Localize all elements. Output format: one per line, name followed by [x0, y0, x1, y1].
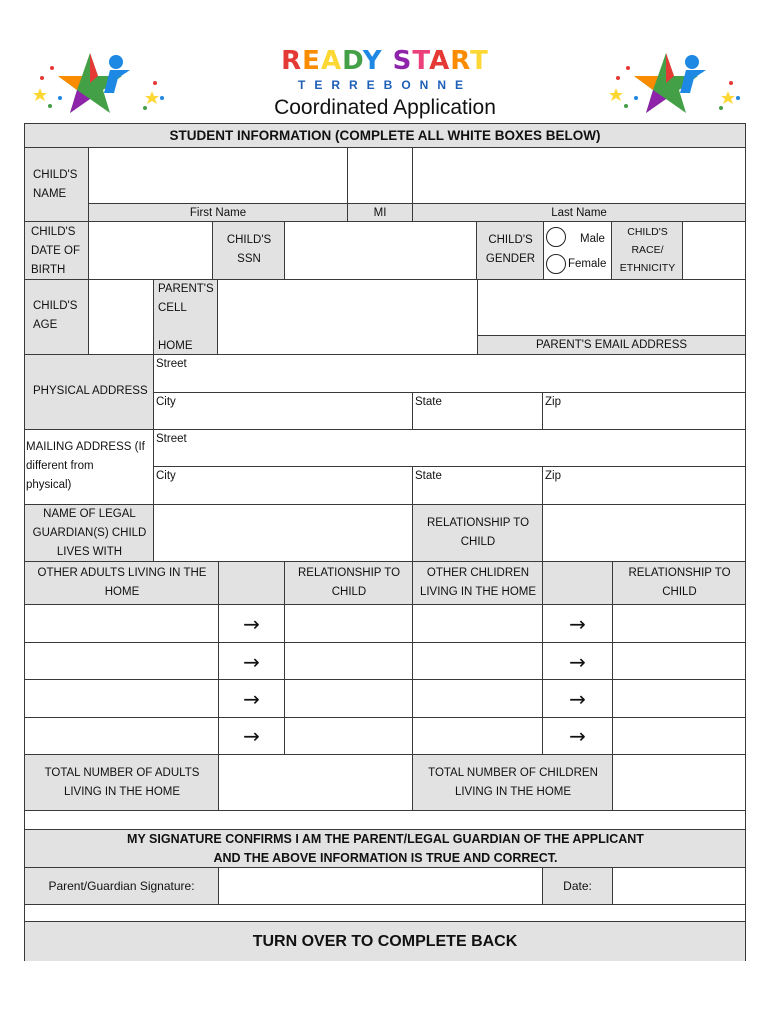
dob-input[interactable] — [88, 221, 213, 280]
signature-confirmation: MY SIGNATURE CONFIRMS I AM THE PARENT/LEGAL GUARDIAN OF THE APPLICANT AND THE ABOVE INFORMATION IS TRUE AND CORRECT. — [24, 829, 746, 868]
right-arrow-icon: → — [569, 649, 586, 674]
signature-input[interactable] — [218, 867, 543, 905]
total-adults-label: TOTAL NUMBER OF ADULTS LIVING IN THE HOME — [24, 754, 219, 811]
female-radio[interactable] — [546, 254, 566, 274]
children-relationship-header: RELATIONSHIP TO CHILD — [612, 561, 746, 605]
last-name-caption: Last Name — [412, 203, 746, 222]
mailing-state-input[interactable]: State — [412, 466, 543, 505]
right-arrow-icon: → — [243, 686, 260, 711]
parent-phone-input[interactable] — [217, 279, 478, 355]
female-label: Female — [568, 258, 607, 270]
ssn-input[interactable] — [284, 221, 477, 280]
child-relationship-input[interactable] — [612, 679, 746, 718]
email-input[interactable] — [477, 279, 746, 336]
first-name-input[interactable] — [88, 147, 348, 204]
right-arrow-icon: → — [243, 649, 260, 674]
logo-ready-start-text: READY START — [281, 46, 489, 76]
logo-title — [280, 46, 490, 76]
signature-label: Parent/Guardian Signature: — [24, 867, 219, 905]
total-adults-input[interactable] — [218, 754, 413, 811]
spacer-row-2 — [24, 904, 746, 922]
mailing-address-label: MAILING ADDRESS (If different from physical) — [24, 429, 154, 505]
date-label: Date: — [542, 867, 613, 905]
child-relationship-input[interactable] — [612, 642, 746, 681]
other-children-header: OTHER CHLIDREN LIVING IN THE HOME — [412, 561, 543, 605]
guardian-relationship-input[interactable] — [542, 504, 746, 562]
other-child-name-input[interactable] — [412, 717, 543, 755]
adult-relationship-input[interactable] — [284, 604, 413, 643]
right-arrow-icon: → — [243, 724, 260, 748]
legal-guardian-label: NAME OF LEGAL GUARDIAN(S) CHILD LIVES WITH — [24, 504, 154, 562]
other-adult-name-input[interactable] — [24, 604, 219, 643]
last-name-input[interactable] — [412, 147, 746, 204]
children-arrow-header — [542, 561, 613, 605]
mailing-street-input[interactable]: Street — [153, 429, 746, 467]
other-adult-name-input[interactable] — [24, 642, 219, 681]
right-arrow-icon: → — [243, 611, 260, 636]
other-adult-name-input[interactable] — [24, 679, 219, 718]
right-arrow-icon: → — [569, 686, 586, 711]
physical-street-input[interactable]: Street — [153, 354, 746, 393]
right-arrow-icon: → — [569, 724, 586, 748]
other-child-name-input[interactable] — [412, 679, 543, 718]
turn-over-note: TURN OVER TO COMPLETE BACK — [24, 921, 746, 961]
total-children-label: TOTAL NUMBER OF CHILDREN LIVING IN THE HOME — [412, 754, 613, 811]
race-label: CHILD'S RACE/ ETHNICITY — [611, 221, 683, 280]
total-children-input[interactable] — [612, 754, 746, 811]
adults-arrow-header — [218, 561, 285, 605]
adult-arrow — [218, 604, 285, 643]
guardian-relationship-label: RELATIONSHIP TO CHILD — [412, 504, 543, 562]
gender-options — [543, 221, 612, 280]
other-child-name-input[interactable] — [412, 642, 543, 681]
age-label: CHILD'S AGE — [24, 279, 89, 355]
ssn-label: CHILD'S SSN — [212, 221, 285, 280]
section-title: STUDENT INFORMATION (COMPLETE ALL WHITE BOXES BELOW) — [24, 123, 746, 148]
mailing-zip-input[interactable]: Zip — [542, 466, 746, 505]
child-arrow — [542, 642, 613, 681]
spacer-row — [24, 810, 746, 830]
child-relationship-input[interactable] — [612, 604, 746, 643]
adult-relationship-input[interactable] — [284, 642, 413, 681]
age-input[interactable] — [88, 279, 154, 355]
email-caption: PARENT'S EMAIL ADDRESS — [477, 335, 746, 355]
male-radio[interactable] — [546, 227, 566, 247]
dob-label: CHILD'S DATE OF BIRTH — [24, 221, 89, 280]
other-adult-name-input[interactable] — [24, 717, 219, 755]
child-arrow — [542, 604, 613, 643]
first-name-caption: First Name — [88, 203, 348, 222]
adult-relationship-input[interactable] — [284, 679, 413, 718]
left-logo-star-figure — [30, 48, 170, 118]
physical-address-label: PHYSICAL ADDRESS — [24, 354, 154, 430]
mailing-city-input[interactable]: City — [153, 466, 413, 505]
physical-state-input[interactable]: State — [412, 392, 543, 430]
legal-guardian-input[interactable] — [153, 504, 413, 562]
adult-arrow — [218, 642, 285, 681]
adults-relationship-header: RELATIONSHIP TO CHILD — [284, 561, 413, 605]
race-input[interactable] — [682, 221, 746, 280]
child-arrow — [542, 717, 613, 755]
logo-subtitle: TERREBONNE — [297, 78, 472, 92]
form-title: Coordinated Application — [274, 96, 496, 119]
physical-zip-input[interactable]: Zip — [542, 392, 746, 430]
adult-relationship-input[interactable] — [284, 717, 413, 755]
physical-city-input[interactable]: City — [153, 392, 413, 430]
adult-arrow — [218, 679, 285, 718]
date-input[interactable] — [612, 867, 746, 905]
gender-label: CHILD'S GENDER — [476, 221, 544, 280]
right-arrow-icon: → — [569, 611, 586, 636]
parent-phone-label: PARENT'S CELL HOME — [153, 279, 218, 355]
other-adults-header: OTHER ADULTS LIVING IN THE HOME — [24, 561, 219, 605]
middle-initial-input[interactable] — [347, 147, 413, 204]
adult-arrow — [218, 717, 285, 755]
mi-caption: MI — [347, 203, 413, 222]
child-arrow — [542, 679, 613, 718]
right-logo-star-figure — [606, 48, 746, 118]
other-child-name-input[interactable] — [412, 604, 543, 643]
male-label: Male — [580, 233, 605, 245]
child-relationship-input[interactable] — [612, 717, 746, 755]
childs-name-label: CHILD'S NAME — [24, 147, 89, 222]
